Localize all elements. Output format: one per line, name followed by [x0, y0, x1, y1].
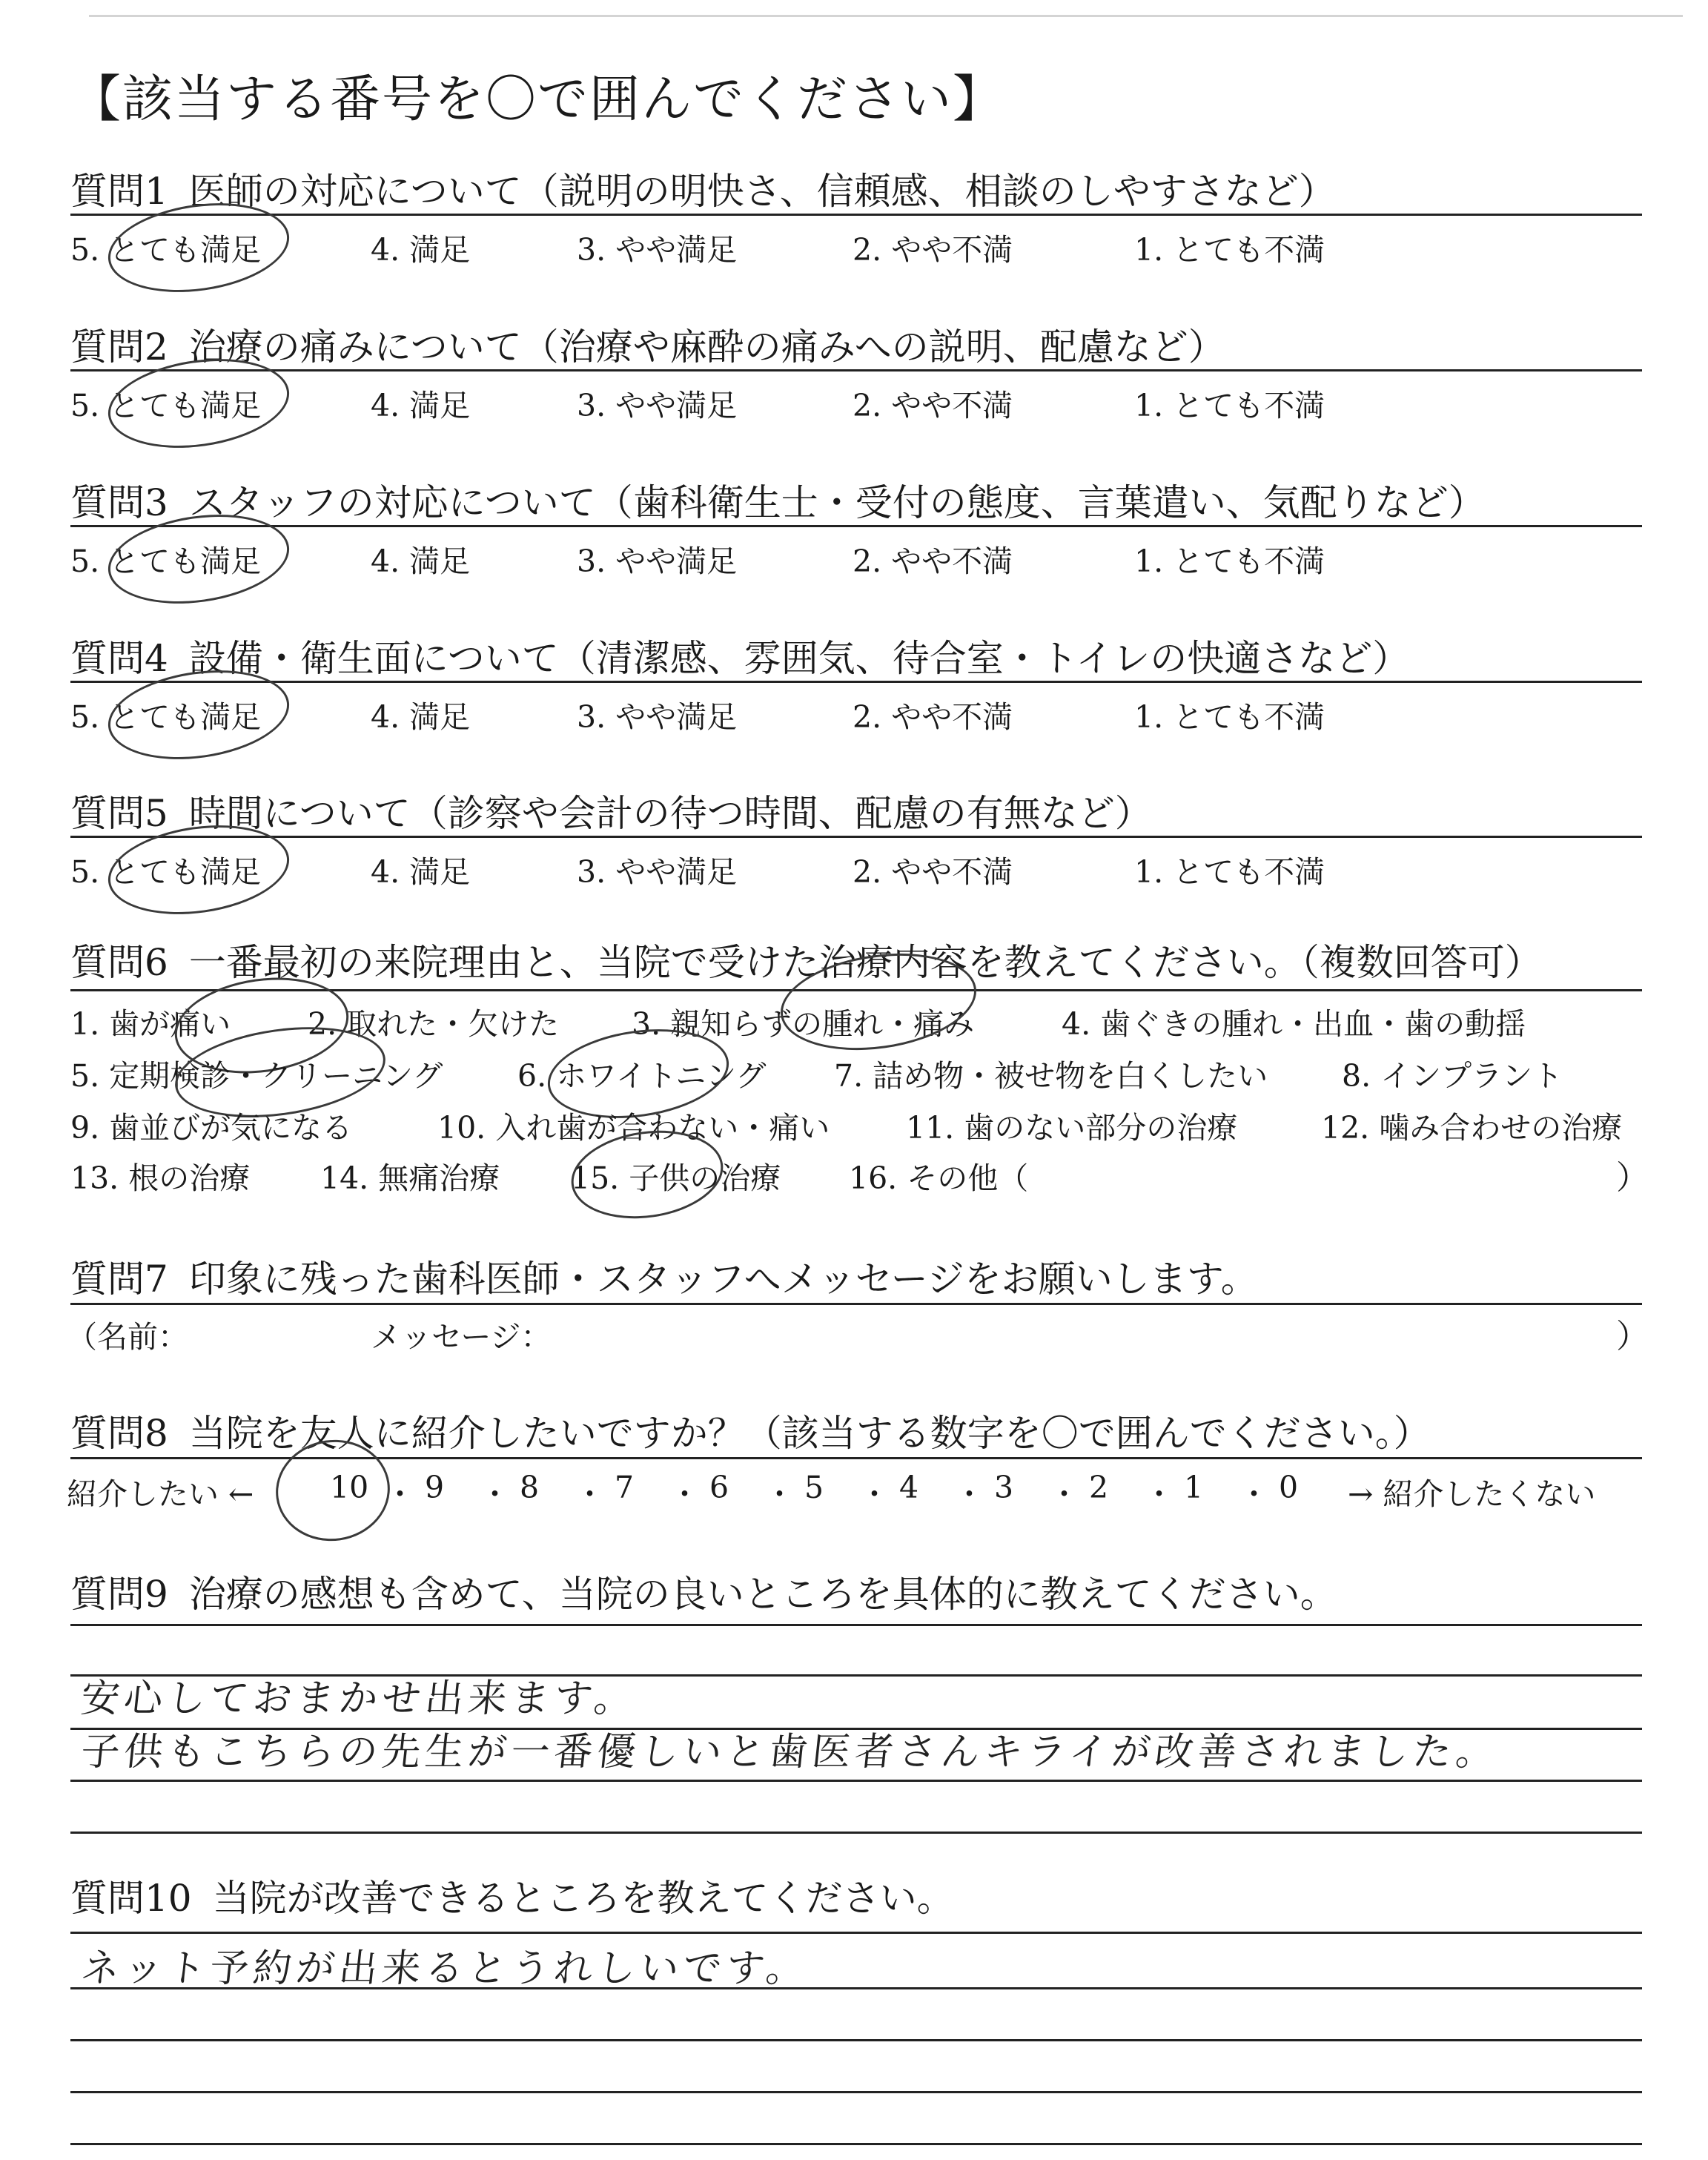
reason-option[interactable]: 11. 歯のない部分の治療	[906, 1110, 1238, 1146]
question-number: 質問7	[70, 1258, 168, 1301]
handwritten-answer: ネット予約が出来るとうれしいです。	[79, 1946, 812, 1991]
recommend-right-label: → 紹介したくない	[1348, 1476, 1596, 1512]
question-number: 質問3	[70, 481, 168, 524]
recommend-score[interactable]: 6	[709, 1470, 729, 1505]
question-number: 質問8	[70, 1412, 168, 1455]
question-underline	[70, 214, 1642, 216]
question-number: 質問10	[70, 1877, 192, 1920]
name-label: （名前：	[67, 1319, 188, 1355]
rating-option[interactable]: 1. とても不満	[1134, 232, 1325, 268]
question-number: 質問6	[70, 941, 168, 984]
scale-dot: ・	[764, 1476, 795, 1512]
question-underline	[70, 1457, 1642, 1459]
reason-option[interactable]: 9. 歯並びが気になる	[70, 1110, 353, 1146]
reason-option[interactable]: 15. 子供の治療	[571, 1160, 781, 1196]
rating-option[interactable]: 1. とても不満	[1134, 544, 1325, 579]
question-underline	[70, 989, 1642, 991]
scale-dot: ・	[859, 1476, 890, 1512]
rating-option[interactable]: 2. やや不満	[853, 544, 1013, 579]
scale-dot: ・	[480, 1476, 510, 1512]
question-text: 治療の痛みについて（治療や麻酔の痛みへの説明、配慮など）	[188, 326, 1225, 369]
scale-dot: ・	[1144, 1476, 1174, 1512]
question-text: 設備・衛生面について（清潔感、雰囲気、待合室・トイレの快適さなど）	[188, 637, 1410, 680]
answer-line	[70, 2039, 1642, 2041]
scale-dot: ・	[954, 1476, 984, 1512]
question-text: 当院が改善できるところを教えてください。	[212, 1877, 954, 1920]
scale-dot: ・	[575, 1476, 605, 1512]
recommend-score[interactable]: 9	[425, 1470, 445, 1505]
question-text: 当院を友人に紹介したいですか？（該当する数字を〇で囲んでください。）	[188, 1412, 1431, 1455]
recommend-score[interactable]: 7	[615, 1470, 635, 1505]
scale-dot: ・	[669, 1476, 700, 1512]
reason-option[interactable]: 4. 歯ぐきの腫れ・出血・歯の動揺	[1062, 1006, 1526, 1042]
question-text: スタッフの対応について（歯科衛生士・受付の態度、言葉遣い、気配りなど）	[188, 481, 1486, 524]
other-close-paren: ）	[1616, 1159, 1649, 1197]
rating-option[interactable]: 3. やや満足	[577, 699, 738, 735]
page-header: 【該当する番号を〇で囲んでください】	[70, 70, 1005, 129]
recommend-score[interactable]: 1	[1184, 1470, 1204, 1505]
reason-option[interactable]: 2. 取れた・欠けた	[308, 1006, 560, 1042]
reason-option[interactable]: 6. ホワイトニング	[517, 1058, 767, 1094]
question-underline	[70, 369, 1642, 371]
reason-option[interactable]: 5. 定期検診・クリーニング	[70, 1058, 443, 1094]
recommend-score[interactable]: 8	[520, 1470, 540, 1505]
question-text: 印象に残った歯科医師・スタッフへメッセージをお願いします。	[188, 1258, 1258, 1301]
answer-line	[70, 1780, 1642, 1782]
question-7	[70, 1249, 1642, 1346]
question-number: 質問9	[70, 1573, 168, 1616]
rating-option[interactable]: 2. やや不満	[853, 699, 1013, 735]
question-number: 質問4	[70, 637, 168, 680]
handwritten-answer: 子供もこちらの先生が一番優しいと歯医者さんキライが改善されました。	[79, 1730, 1502, 1774]
reason-option[interactable]: 8. インプラント	[1342, 1058, 1563, 1094]
rating-option[interactable]: 5. とても満足	[70, 854, 262, 890]
reason-option[interactable]: 3. 親知らずの腫れ・痛み	[632, 1006, 975, 1042]
reason-option[interactable]: 14. 無痛治療	[320, 1160, 500, 1196]
rating-option[interactable]: 2. やや不満	[853, 232, 1013, 268]
question-text: 医師の対応について（説明の明快さ、信頼感、相談のしやすさなど）	[188, 170, 1336, 213]
question-underline	[70, 836, 1642, 838]
rating-option[interactable]: 5. とても満足	[70, 388, 262, 423]
answer-line	[70, 1832, 1642, 1834]
reason-option[interactable]: 12. 噛み合わせの治療	[1321, 1110, 1623, 1146]
rating-option[interactable]: 5. とても満足	[70, 699, 262, 735]
answer-line	[70, 2143, 1642, 2145]
rating-option[interactable]: 4. 満足	[371, 544, 471, 579]
rating-option[interactable]: 4. 満足	[371, 699, 471, 735]
reason-option[interactable]: 7. 詰め物・被せ物を白くしたい	[834, 1058, 1268, 1094]
rating-option[interactable]: 4. 満足	[371, 854, 471, 890]
rating-option[interactable]: 5. とても満足	[70, 232, 262, 268]
recommend-left-label: 紹介したい ←	[67, 1476, 254, 1512]
question-9	[70, 1565, 1642, 1661]
rating-option[interactable]: 1. とても不満	[1134, 854, 1325, 890]
rating-option[interactable]: 5. とても満足	[70, 544, 262, 579]
handwritten-answer: 安心しておまかせ出来ます。	[79, 1677, 640, 1721]
scale-dot: ・	[385, 1476, 415, 1512]
recommend-score[interactable]: 2	[1089, 1470, 1109, 1505]
message-close-paren: ）	[1616, 1318, 1649, 1355]
recommend-score[interactable]: 5	[804, 1470, 824, 1505]
question-text: 治療の感想も含めて、当院の良いところを具体的に教えてください。	[188, 1573, 1337, 1616]
scale-dot: ・	[1239, 1476, 1269, 1512]
scale-dot: ・	[1049, 1476, 1079, 1512]
question-number: 質問1	[70, 170, 168, 213]
reason-option[interactable]: 13. 根の治療	[70, 1160, 251, 1196]
question-underline	[70, 1303, 1642, 1305]
question-number: 質問2	[70, 326, 168, 369]
question-underline	[70, 681, 1642, 683]
question-text: 時間について（診察や会計の待つ時間、配慮の有無など）	[188, 792, 1152, 835]
message-label: メッセージ：	[371, 1319, 552, 1355]
reason-option[interactable]: 16. その他（	[849, 1160, 1029, 1196]
reason-option[interactable]: 10. 入れ歯が合わない・痛い	[437, 1110, 830, 1146]
question-text: 一番最初の来院理由と、当院で受けた治療内容を教えてください。（複数回答可）	[188, 941, 1542, 984]
top-border	[89, 15, 1683, 17]
question-underline	[70, 525, 1642, 527]
reason-option[interactable]: 1. 歯が痛い	[70, 1006, 231, 1042]
answer-line	[70, 1932, 1642, 1934]
rating-option[interactable]: 3. やや満足	[577, 854, 738, 890]
rating-option[interactable]: 3. やや満足	[577, 544, 738, 579]
rating-option[interactable]: 2. やや不満	[853, 854, 1013, 890]
question-number: 質問5	[70, 792, 168, 835]
answer-line	[70, 1624, 1642, 1626]
rating-option[interactable]: 1. とても不満	[1134, 699, 1325, 735]
answer-line	[70, 2091, 1642, 2093]
recommend-score[interactable]: 0	[1279, 1470, 1299, 1505]
rating-option[interactable]: 3. やや満足	[577, 388, 738, 423]
recommend-score[interactable]: 10	[330, 1470, 369, 1505]
rating-option[interactable]: 4. 満足	[371, 232, 471, 268]
recommend-score[interactable]: 4	[899, 1470, 919, 1505]
rating-option[interactable]: 2. やや不満	[853, 388, 1013, 423]
recommend-score[interactable]: 3	[994, 1470, 1014, 1505]
rating-option[interactable]: 1. とても不満	[1134, 388, 1325, 423]
rating-option[interactable]: 4. 満足	[371, 388, 471, 423]
rating-option[interactable]: 3. やや満足	[577, 232, 738, 268]
